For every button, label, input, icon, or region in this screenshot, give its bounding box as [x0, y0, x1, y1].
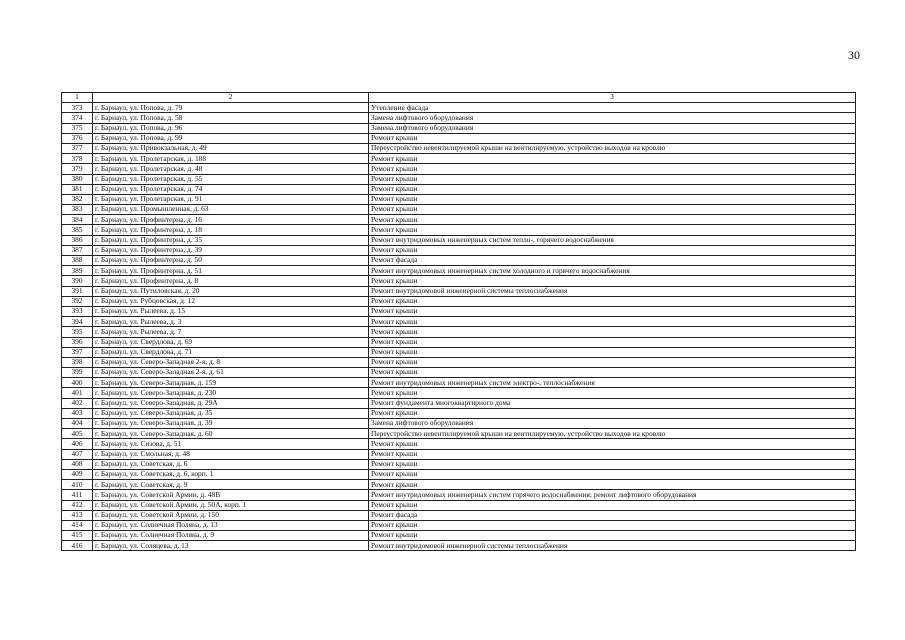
address-cell: г. Барнаул, ул. Пролетарская, д. 91 [93, 194, 369, 204]
address-cell: г. Барнаул, ул. Северо-Западная, д. 159 [93, 378, 369, 388]
table-row [62, 510, 856, 520]
work-type-cell: Ремонт внутридомовых инженерных систем горячего водоснабжения; ремонт лифтового оборудования [369, 490, 856, 500]
table-row [62, 408, 856, 418]
row-number-cell: 380 [62, 174, 93, 184]
table-row [62, 154, 856, 164]
table-row [62, 225, 856, 235]
table-row [62, 205, 856, 215]
work-type-cell: Ремонт крыши [369, 449, 856, 459]
address-cell: г. Барнаул, ул. Пролетарская, д. 48 [93, 164, 369, 174]
address-cell: г. Барнаул, ул. Советская, д. 6 [93, 459, 369, 469]
address-cell: г. Барнаул, ул. Солнечная Поляна, д. 13 [93, 520, 369, 530]
row-number-cell: 404 [62, 419, 93, 429]
row-number-cell: 375 [62, 123, 93, 133]
table-row [62, 449, 856, 459]
address-cell: г. Барнаул, ул. Советская, д. 9 [93, 480, 369, 490]
row-number-cell: 393 [62, 306, 93, 316]
table-row [62, 266, 856, 276]
row-number-cell: 407 [62, 449, 93, 459]
work-type-cell: Ремонт крыши [369, 306, 856, 316]
row-number-cell: 392 [62, 296, 93, 306]
table-row [62, 245, 856, 255]
column-header-work: 3 [369, 93, 856, 103]
row-number-cell: 408 [62, 459, 93, 469]
row-number-cell: 386 [62, 235, 93, 245]
table-header-row [62, 93, 856, 103]
work-type-cell: Ремонт крыши [369, 133, 856, 143]
table-row [62, 419, 856, 429]
table-row [62, 306, 856, 316]
work-type-cell: Ремонт внутридомовых инженерных систем тепло-, горячего водоснабжения [369, 235, 856, 245]
work-type-cell: Ремонт крыши [369, 408, 856, 418]
table-row [62, 256, 856, 266]
address-cell: г. Барнаул, ул. Привокзальная, д. 49 [93, 143, 369, 153]
row-number-cell: 409 [62, 469, 93, 479]
table-row [62, 480, 856, 490]
address-cell: г. Барнаул, ул. Советская, д. 6, корп. 1 [93, 469, 369, 479]
row-number-cell: 381 [62, 184, 93, 194]
row-number-cell: 411 [62, 490, 93, 500]
row-number-cell: 394 [62, 317, 93, 327]
row-number-cell: 410 [62, 480, 93, 490]
row-number-cell: 401 [62, 388, 93, 398]
address-cell: г. Барнаул, ул. Северо-Западная, д. 230 [93, 388, 369, 398]
table-row [62, 357, 856, 367]
work-type-cell: Ремонт крыши [369, 327, 856, 337]
table-row [62, 520, 856, 530]
row-number-cell: 402 [62, 398, 93, 408]
row-number-cell: 396 [62, 337, 93, 347]
table-row [62, 378, 856, 388]
page-number: 30 [848, 48, 860, 62]
work-type-cell: Ремонт крыши [369, 357, 856, 367]
table-row [62, 327, 856, 337]
table-row [62, 103, 856, 113]
address-cell: г. Барнаул, ул. Советской Армии, д. 150 [93, 510, 369, 520]
table-body [62, 103, 856, 551]
address-cell: г. Барнаул, ул. Профинтерна, д. 8 [93, 276, 369, 286]
row-number-cell: 399 [62, 368, 93, 378]
row-number-cell: 398 [62, 357, 93, 367]
work-type-cell: Ремонт крыши [369, 245, 856, 255]
address-cell: г. Барнаул, ул. Рубцовская, д. 12 [93, 296, 369, 306]
address-cell: г. Барнаул, ул. Попова, д. 96 [93, 123, 369, 133]
address-cell: г. Барнаул, ул. Северо-Западная, д. 39 [93, 419, 369, 429]
table-row [62, 113, 856, 123]
row-number-cell: 412 [62, 500, 93, 510]
table-row [62, 490, 856, 500]
row-number-cell: 397 [62, 347, 93, 357]
work-type-cell: Ремонт крыши [369, 500, 856, 510]
work-type-cell: Утепление фасада [369, 103, 856, 113]
address-cell: г. Барнаул, ул. Профинтерна, д. 18 [93, 225, 369, 235]
table-row [62, 347, 856, 357]
address-cell: г. Барнаул, ул. Пролетарская, д. 188 [93, 154, 369, 164]
work-type-cell: Переустройство невентилируемой крыши на вентилируемую, устройство выходов на кровлю [369, 143, 856, 153]
row-number-cell: 395 [62, 327, 93, 337]
work-type-cell: Ремонт крыши [369, 276, 856, 286]
work-type-cell: Ремонт внутридомовых инженерных систем электро-, теплоснабжения [369, 378, 856, 388]
work-type-cell: Ремонт внутридомовых инженерных систем холодного и горячего водоснабжения [369, 266, 856, 276]
row-number-cell: 406 [62, 439, 93, 449]
address-cell: г. Барнаул, ул. Северо-Западная, д. 29А [93, 398, 369, 408]
address-cell: г. Барнаул, ул. Попова, д. 99 [93, 133, 369, 143]
work-type-cell: Ремонт крыши [369, 347, 856, 357]
work-type-cell: Ремонт фундамента многоквартирного дома [369, 398, 856, 408]
table-row [62, 276, 856, 286]
row-number-cell: 416 [62, 541, 93, 551]
column-header-number: 1 [62, 93, 93, 103]
work-type-cell: Ремонт крыши [369, 459, 856, 469]
row-number-cell: 376 [62, 133, 93, 143]
table-row [62, 459, 856, 469]
address-cell: г. Барнаул, ул. Профинтерна, д. 51 [93, 266, 369, 276]
table-row [62, 174, 856, 184]
address-cell: г. Барнаул, ул. Промышленная, д. 63 [93, 205, 369, 215]
work-type-cell: Ремонт крыши [369, 469, 856, 479]
address-cell: г. Барнаул, ул. Северо-Западная 2-я, д. 8 [93, 357, 369, 367]
address-cell: г. Барнаул, ул. Рылеева, д. 15 [93, 306, 369, 316]
work-type-cell: Ремонт крыши [369, 225, 856, 235]
work-type-cell: Ремонт крыши [369, 215, 856, 225]
table-row [62, 500, 856, 510]
table-row [62, 164, 856, 174]
work-type-cell: Ремонт внутридомовой инженерной системы теплоснабжения [369, 286, 856, 296]
row-number-cell: 405 [62, 429, 93, 439]
work-type-cell: Ремонт крыши [369, 184, 856, 194]
row-number-cell: 387 [62, 245, 93, 255]
address-cell: г. Барнаул, ул. Свердлова, д. 71 [93, 347, 369, 357]
row-number-cell: 383 [62, 205, 93, 215]
work-type-cell: Ремонт фасада [369, 256, 856, 266]
row-number-cell: 400 [62, 378, 93, 388]
address-cell: г. Барнаул, ул. Северо-Западная, д. 35 [93, 408, 369, 418]
table-row [62, 184, 856, 194]
work-type-cell: Замена лифтового оборудования [369, 123, 856, 133]
table-row [62, 235, 856, 245]
row-number-cell: 389 [62, 266, 93, 276]
work-type-cell: Ремонт внутридомовой инженерной системы теплоснабжения [369, 541, 856, 551]
row-number-cell: 390 [62, 276, 93, 286]
address-cell: г. Барнаул, ул. Профинтерна, д. 16 [93, 215, 369, 225]
address-cell: г. Барнаул, ул. Северо-Западная 2-я, д. 61 [93, 368, 369, 378]
row-number-cell: 382 [62, 194, 93, 204]
table-row [62, 368, 856, 378]
table-row [62, 398, 856, 408]
table-row [62, 215, 856, 225]
work-type-cell: Ремонт крыши [369, 439, 856, 449]
work-type-cell: Ремонт крыши [369, 337, 856, 347]
table-row [62, 469, 856, 479]
address-cell: г. Барнаул, ул. Смольная, д. 48 [93, 449, 369, 459]
work-type-cell: Ремонт крыши [369, 317, 856, 327]
row-number-cell: 373 [62, 103, 93, 113]
work-type-cell: Переустройство невентилируемой крыши на вентилируемую, устройство выходов на кровлю [369, 429, 856, 439]
address-cell: г. Барнаул, ул. Попова, д. 79 [93, 103, 369, 113]
work-type-cell: Замена лифтового оборудования [369, 419, 856, 429]
table-row [62, 337, 856, 347]
address-cell: г. Барнаул, ул. Советской Армии, д. 50А, корп. 1 [93, 500, 369, 510]
table-row [62, 123, 856, 133]
row-number-cell: 384 [62, 215, 93, 225]
table-row [62, 439, 856, 449]
address-cell: г. Барнаул, ул. Профинтерна, д. 35 [93, 235, 369, 245]
work-type-cell: Ремонт крыши [369, 296, 856, 306]
address-cell: г. Барнаул, ул. Рылеева, д. 7 [93, 327, 369, 337]
table-row [62, 531, 856, 541]
work-type-cell: Ремонт крыши [369, 388, 856, 398]
row-number-cell: 391 [62, 286, 93, 296]
table-row [62, 429, 856, 439]
table-row [62, 388, 856, 398]
address-cell: г. Барнаул, ул. Солнечная Поляна, д. 9 [93, 531, 369, 541]
work-type-cell: Ремонт крыши [369, 194, 856, 204]
address-cell: г. Барнаул, ул. Советской Армии, д. 48В [93, 490, 369, 500]
work-type-cell: Ремонт крыши [369, 164, 856, 174]
work-type-cell: Ремонт крыши [369, 368, 856, 378]
table-row [62, 317, 856, 327]
work-type-cell: Ремонт фасада [369, 510, 856, 520]
row-number-cell: 378 [62, 154, 93, 164]
work-type-cell: Ремонт крыши [369, 154, 856, 164]
row-number-cell: 415 [62, 531, 93, 541]
row-number-cell: 414 [62, 520, 93, 530]
registry-table [61, 92, 856, 551]
address-cell: г. Барнаул, ул. Рылеева, д. 3 [93, 317, 369, 327]
address-cell: г. Барнаул, ул. Сизова, д. 51 [93, 439, 369, 449]
table-row [62, 296, 856, 306]
address-cell: г. Барнаул, ул. Свердлова, д. 69 [93, 337, 369, 347]
address-cell: г. Барнаул, ул. Профинтерна, д. 50 [93, 256, 369, 266]
row-number-cell: 377 [62, 143, 93, 153]
row-number-cell: 379 [62, 164, 93, 174]
row-number-cell: 388 [62, 256, 93, 266]
address-cell: г. Барнаул, ул. Соляцева, д. 13 [93, 541, 369, 551]
address-cell: г. Барнаул, ул. Путиловская, д. 20 [93, 286, 369, 296]
work-type-cell: Замена лифтового оборудования [369, 113, 856, 123]
work-type-cell: Ремонт крыши [369, 480, 856, 490]
address-cell: г. Барнаул, ул. Профинтерна, д. 39 [93, 245, 369, 255]
column-header-address: 2 [93, 93, 369, 103]
work-type-cell: Ремонт крыши [369, 174, 856, 184]
table-row [62, 133, 856, 143]
address-cell: г. Барнаул, ул. Северо-Западная, д. 60 [93, 429, 369, 439]
table-row [62, 541, 856, 551]
work-type-cell: Ремонт крыши [369, 531, 856, 541]
work-type-cell: Ремонт крыши [369, 205, 856, 215]
address-cell: г. Барнаул, ул. Пролетарская, д. 74 [93, 184, 369, 194]
table-row [62, 286, 856, 296]
row-number-cell: 374 [62, 113, 93, 123]
row-number-cell: 413 [62, 510, 93, 520]
table-row [62, 143, 856, 153]
address-cell: г. Барнаул, ул. Попова, д. 58 [93, 113, 369, 123]
row-number-cell: 403 [62, 408, 93, 418]
work-type-cell: Ремонт крыши [369, 520, 856, 530]
table-row [62, 194, 856, 204]
row-number-cell: 385 [62, 225, 93, 235]
address-cell: г. Барнаул, ул. Пролетарская, д. 55 [93, 174, 369, 184]
